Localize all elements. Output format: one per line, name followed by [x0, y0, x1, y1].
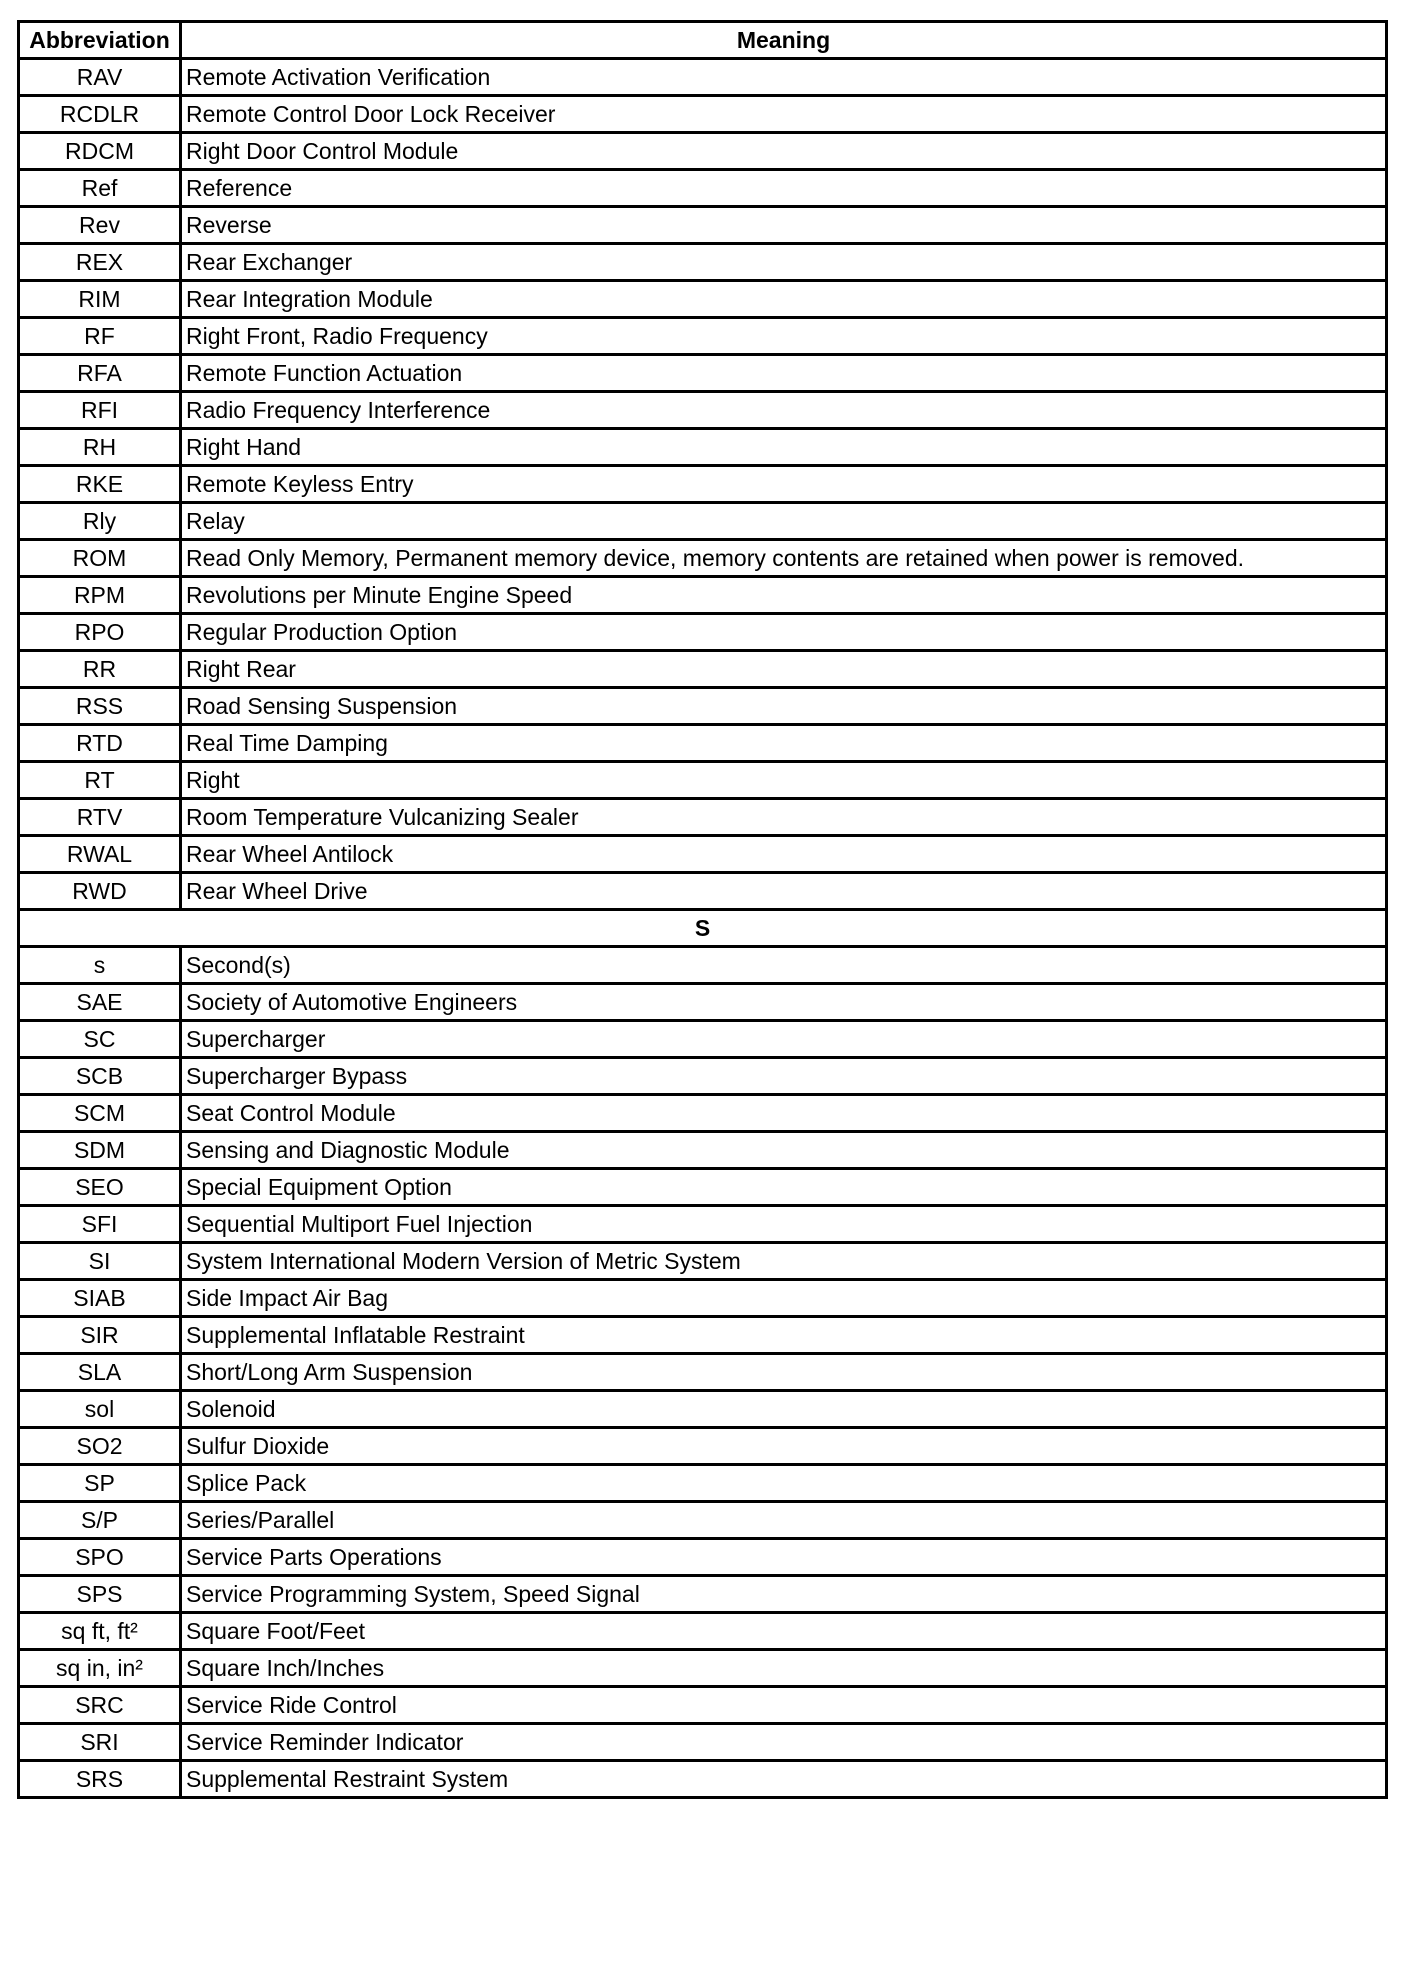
meaning-cell: Society of Automotive Engineers [181, 984, 1387, 1021]
table-row [19, 1687, 1387, 1724]
meaning-cell: Room Temperature Vulcanizing Sealer [181, 799, 1387, 836]
header-meaning: Meaning [181, 22, 1387, 59]
abbreviation-cell: S/P [19, 1502, 181, 1539]
meaning-cell: Right Door Control Module [181, 133, 1387, 170]
abbreviation-cell: SPO [19, 1539, 181, 1576]
table-row [19, 1317, 1387, 1354]
abbreviation-cell: SDM [19, 1132, 181, 1169]
abbreviation-cell: SRS [19, 1761, 181, 1798]
table-row [19, 540, 1387, 577]
table-row [19, 1095, 1387, 1132]
meaning-cell: Supercharger Bypass [181, 1058, 1387, 1095]
meaning-cell: Splice Pack [181, 1465, 1387, 1502]
table-row [19, 392, 1387, 429]
abbreviation-cell: RR [19, 651, 181, 688]
meaning-cell: Supplemental Restraint System [181, 1761, 1387, 1798]
meaning-cell: Supercharger [181, 1021, 1387, 1058]
table-row [19, 1206, 1387, 1243]
meaning-cell: Reverse [181, 207, 1387, 244]
table-row [19, 1465, 1387, 1502]
meaning-cell: Remote Control Door Lock Receiver [181, 96, 1387, 133]
abbreviation-cell: SLA [19, 1354, 181, 1391]
meaning-cell: System International Modern Version of Metric System [181, 1243, 1387, 1280]
abbreviation-cell: sq in, in² [19, 1650, 181, 1687]
abbreviation-cell: Rev [19, 207, 181, 244]
meaning-cell: Road Sensing Suspension [181, 688, 1387, 725]
table-row [19, 1539, 1387, 1576]
abbreviation-cell: RPO [19, 614, 181, 651]
meaning-cell: Square Inch/Inches [181, 1650, 1387, 1687]
table-row [19, 170, 1387, 207]
table-row [19, 836, 1387, 873]
meaning-cell: Series/Parallel [181, 1502, 1387, 1539]
meaning-cell: Right Hand [181, 429, 1387, 466]
meaning-cell: Square Foot/Feet [181, 1613, 1387, 1650]
meaning-cell: Side Impact Air Bag [181, 1280, 1387, 1317]
abbreviation-cell: Rly [19, 503, 181, 540]
table-row [19, 133, 1387, 170]
meaning-cell: Remote Activation Verification [181, 59, 1387, 96]
meaning-cell: Radio Frequency Interference [181, 392, 1387, 429]
meaning-cell: Rear Wheel Drive [181, 873, 1387, 910]
abbreviation-cell: RCDLR [19, 96, 181, 133]
meaning-cell: Sulfur Dioxide [181, 1428, 1387, 1465]
table-row [19, 799, 1387, 836]
table-row [19, 725, 1387, 762]
meaning-cell: Remote Function Actuation [181, 355, 1387, 392]
abbreviation-cell: SPS [19, 1576, 181, 1613]
abbreviation-cell: RKE [19, 466, 181, 503]
meaning-cell: Sensing and Diagnostic Module [181, 1132, 1387, 1169]
table-row [19, 355, 1387, 392]
abbreviation-cell: SRC [19, 1687, 181, 1724]
meaning-cell: Solenoid [181, 1391, 1387, 1428]
meaning-cell: Service Reminder Indicator [181, 1724, 1387, 1761]
table-row [19, 244, 1387, 281]
abbreviation-cell: RH [19, 429, 181, 466]
abbreviation-cell: RTD [19, 725, 181, 762]
meaning-cell: Remote Keyless Entry [181, 466, 1387, 503]
table-row [19, 429, 1387, 466]
table-row [19, 614, 1387, 651]
meaning-cell: Service Parts Operations [181, 1539, 1387, 1576]
section-label: S [19, 910, 1387, 947]
table-row [19, 503, 1387, 540]
abbreviation-cell: RDCM [19, 133, 181, 170]
meaning-cell: Right Front, Radio Frequency [181, 318, 1387, 355]
abbreviation-cell: SIR [19, 1317, 181, 1354]
abbreviation-cell: RSS [19, 688, 181, 725]
abbreviation-cell: s [19, 947, 181, 984]
table-header-row [19, 22, 1387, 59]
table-row [19, 1724, 1387, 1761]
table-row [19, 207, 1387, 244]
table-row [19, 1502, 1387, 1539]
table-row [19, 984, 1387, 1021]
abbreviation-cell: RPM [19, 577, 181, 614]
abbreviation-cell: RAV [19, 59, 181, 96]
table-body [19, 59, 1387, 1798]
meaning-cell: Short/Long Arm Suspension [181, 1354, 1387, 1391]
table-row [19, 873, 1387, 910]
meaning-cell: Right Rear [181, 651, 1387, 688]
abbreviation-cell: Ref [19, 170, 181, 207]
meaning-cell: Read Only Memory, Permanent memory device, memory contents are retained when power is removed. [181, 540, 1387, 577]
meaning-cell: Special Equipment Option [181, 1169, 1387, 1206]
abbreviation-table-container [17, 20, 1385, 1799]
abbreviation-cell: RTV [19, 799, 181, 836]
abbreviation-cell: SP [19, 1465, 181, 1502]
table-row [19, 1132, 1387, 1169]
table-row [19, 688, 1387, 725]
abbreviation-cell: RIM [19, 281, 181, 318]
table-row [19, 1169, 1387, 1206]
abbreviation-cell: RT [19, 762, 181, 799]
abbreviation-table [17, 20, 1388, 1799]
abbreviation-cell: SFI [19, 1206, 181, 1243]
abbreviation-cell: SCB [19, 1058, 181, 1095]
meaning-cell: Relay [181, 503, 1387, 540]
abbreviation-cell: SAE [19, 984, 181, 1021]
abbreviation-cell: RFA [19, 355, 181, 392]
header-abbreviation: Abbreviation [19, 22, 181, 59]
abbreviation-cell: SIAB [19, 1280, 181, 1317]
abbreviation-cell: RF [19, 318, 181, 355]
table-row [19, 318, 1387, 355]
table-row [19, 1280, 1387, 1317]
table-row [19, 1576, 1387, 1613]
meaning-cell: Service Ride Control [181, 1687, 1387, 1724]
table-row [19, 96, 1387, 133]
abbreviation-cell: SCM [19, 1095, 181, 1132]
table-row [19, 1613, 1387, 1650]
meaning-cell: Regular Production Option [181, 614, 1387, 651]
table-row [19, 1761, 1387, 1798]
table-row [19, 1428, 1387, 1465]
table-row [19, 947, 1387, 984]
abbreviation-cell: RFI [19, 392, 181, 429]
meaning-cell: Rear Exchanger [181, 244, 1387, 281]
abbreviation-cell: SEO [19, 1169, 181, 1206]
meaning-cell: Real Time Damping [181, 725, 1387, 762]
abbreviation-cell: sq ft, ft² [19, 1613, 181, 1650]
abbreviation-cell: sol [19, 1391, 181, 1428]
table-row [19, 1354, 1387, 1391]
table-row [19, 1243, 1387, 1280]
table-row [19, 1391, 1387, 1428]
meaning-cell: Rear Wheel Antilock [181, 836, 1387, 873]
abbreviation-cell: SRI [19, 1724, 181, 1761]
abbreviation-cell: REX [19, 244, 181, 281]
abbreviation-cell: ROM [19, 540, 181, 577]
meaning-cell: Right [181, 762, 1387, 799]
table-row [19, 762, 1387, 799]
meaning-cell: Revolutions per Minute Engine Speed [181, 577, 1387, 614]
table-row [19, 466, 1387, 503]
table-row [19, 577, 1387, 614]
table-row [19, 281, 1387, 318]
meaning-cell: Reference [181, 170, 1387, 207]
abbreviation-cell: SC [19, 1021, 181, 1058]
abbreviation-cell: RWD [19, 873, 181, 910]
abbreviation-cell: SO2 [19, 1428, 181, 1465]
meaning-cell: Second(s) [181, 947, 1387, 984]
meaning-cell: Supplemental Inflatable Restraint [181, 1317, 1387, 1354]
table-row [19, 1650, 1387, 1687]
meaning-cell: Service Programming System, Speed Signal [181, 1576, 1387, 1613]
meaning-cell: Seat Control Module [181, 1095, 1387, 1132]
abbreviation-cell: SI [19, 1243, 181, 1280]
meaning-cell: Rear Integration Module [181, 281, 1387, 318]
meaning-cell: Sequential Multiport Fuel Injection [181, 1206, 1387, 1243]
table-row [19, 651, 1387, 688]
section-header-row [19, 910, 1387, 947]
table-row [19, 1021, 1387, 1058]
abbreviation-cell: RWAL [19, 836, 181, 873]
table-row [19, 1058, 1387, 1095]
table-row [19, 59, 1387, 96]
